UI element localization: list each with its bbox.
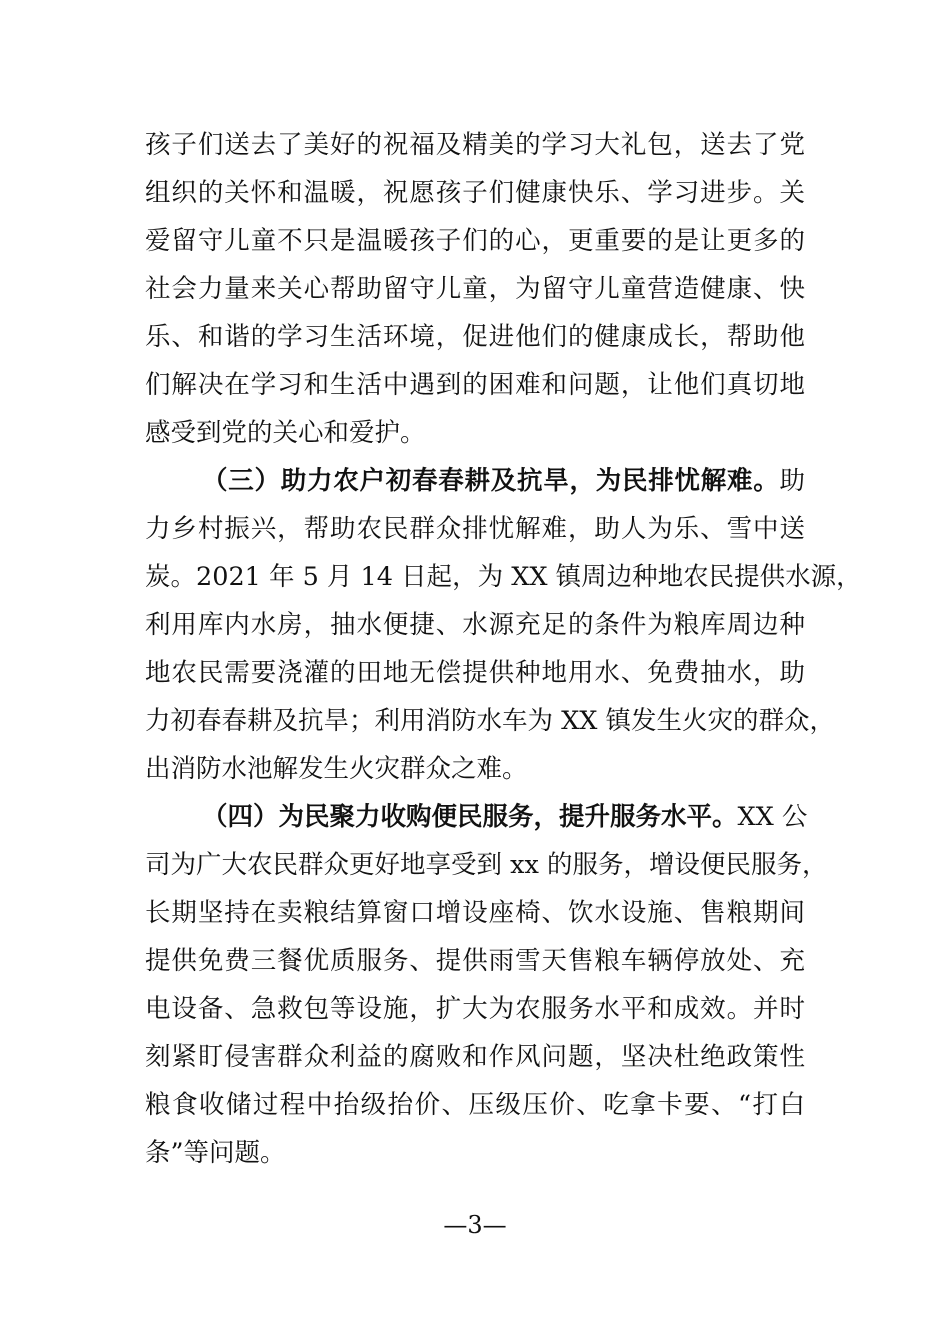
body-text-line: 长期坚持在卖粮结算窗口增设座椅、饮水设施、售粮期间 xyxy=(145,898,805,928)
section-three-first-line xyxy=(202,457,805,505)
section-four-first-line-tail: XX 公 xyxy=(737,802,808,832)
body-text-line: 爱留守儿童不只是温暖孩子们的心，更重要的是让更多的 xyxy=(145,226,805,256)
body-text-line: 粮食收储过程中抬级抬价、压级压价、吃拿卡要、“打白 xyxy=(145,1090,805,1120)
body-text-line: 感受到党的关心和爱护。 xyxy=(145,418,426,448)
section-three-first-line-tail: 助 xyxy=(779,466,805,496)
section-four-first-line xyxy=(202,793,808,841)
body-text-line: 司为广大农民群众更好地享受到 xx 的服务，增设便民服务， xyxy=(145,850,828,880)
body-text-line: 力乡村振兴，帮助农民群众排忧解难，助人为乐、雪中送 xyxy=(145,514,805,544)
body-text-line: 们解决在学习和生活中遇到的困难和问题，让他们真切地 xyxy=(145,370,805,400)
section-three-heading: （三）助力农户初春春耕及抗旱，为民排忧解难。 xyxy=(202,466,780,496)
body-text-line: 社会力量来关心帮助留守儿童，为留守儿童营造健康、快 xyxy=(145,274,805,304)
body-text-line: 提供免费三餐优质服务、提供雨雪天售粮车辆停放处、充 xyxy=(145,946,805,976)
section-four-heading: （四）为民聚力收购便民服务，提升服务水平。 xyxy=(202,802,738,832)
body-text-line: 力初春春耕及抗旱；利用消防水车为 XX 镇发生火灾的群众， xyxy=(145,706,836,736)
body-text-line: 炭。2021 年 5 月 14 日起，为 XX 镇周边种地农民提供水源， xyxy=(145,562,862,592)
body-text-line: 利用库内水房，抽水便捷、水源充足的条件为粮库周边种 xyxy=(145,610,805,640)
body-text-line: 刻紧盯侵害群众利益的腐败和作风问题，坚决杜绝政策性 xyxy=(145,1042,805,1072)
body-text-line: 出消防水池解发生火灾群众之难。 xyxy=(145,754,528,784)
body-text-line: 乐、和谐的学习生活环境，促进他们的健康成长，帮助他 xyxy=(145,322,805,352)
body-text-line: 条”等问题。 xyxy=(145,1138,286,1168)
body-text-line: 孩子们送去了美好的祝福及精美的学习大礼包，送去了党 xyxy=(145,130,805,160)
body-text-line: 组织的关怀和温暖，祝愿孩子们健康快乐、学习进步。关 xyxy=(145,178,805,208)
body-text-line: 电设备、急救包等设施，扩大为农服务水平和成效。并时 xyxy=(145,994,805,1024)
page-number: —3— xyxy=(443,1211,507,1239)
body-text-line: 地农民需要浇灌的田地无偿提供种地用水、免费抽水，助 xyxy=(145,658,805,688)
